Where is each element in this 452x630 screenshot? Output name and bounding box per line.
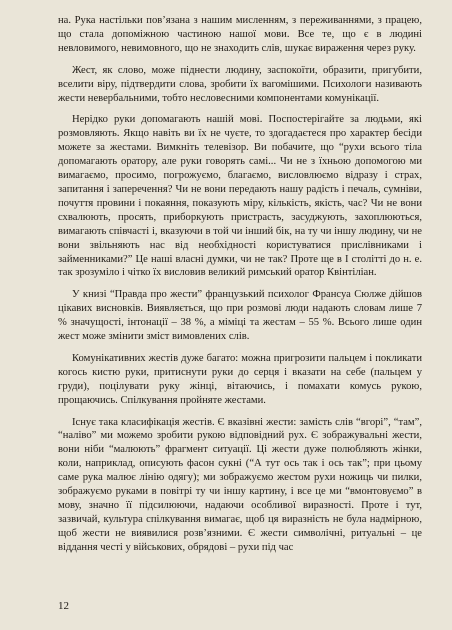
- paragraph-2: Жест, як слово, може піднести людину, заспокоїти, образити, пригубити, вселити віру, підтвердити слова, зробити їх вагомішими. Психологи називають жести невербальними, тобто несловесними компонентами комунікації.: [58, 64, 422, 104]
- page-number: 12: [58, 600, 69, 612]
- paragraph-5: Комунікативних жестів дуже багато: можна пригрозити пальцем і покликати когось кистю руки, притиснути руки до серця і вказати на себе (пальцем у груди), поцілувати руку жінці, вітаючись, і помахати комусь рукою, прощаючись. Спілкування пройняте жестами.: [58, 352, 422, 406]
- page-body: [58, 14, 422, 555]
- paragraph-3: Нерідко руки допомагають нашій мові. Поспостерігайте за людьми, які розмовляють. Якщо навіть ви їх не чуєте, то здогадаєтеся про характер бесіди можете за жестами. Вимкніть телевізор. Ви побачите, що “рухи всього тіла допомагають оратору, але руки говорять самі... Чи не з їхньою допомогою ми вимагаємо, просимо, погрожуємо, благаємо, висловлюємо відразу і страх, запитання і заперечення? Чи не вони передають нашу радість і печаль, сумніви, почуття провини і покаяння, показують міру, кількість, якість, час? Чи не вони схвалюють, просять, приборкують пристрасть, засуджують, захоплюються, вимагають співчасті і, вказуючи в той чи інший бік, на ту чи іншу людину, чи не вони звільняють нас від необхідності користуватися прислівниками і займенниками?” Це наші власні думки, чи не так? Проте ще в І столітті до н. е. так зрозуміло і чітко їх висловив великий римський оратор Квінтіліан.: [58, 114, 422, 279]
- paragraph-6: Існує така класифікація жестів. Є вказівні жести: замість слів “вгорі”, “там”, “наліво” ми можемо зробити рукою відповідний рух. Є зображувальні жести, вони ніби “малюють” фрагмент ситуації. Ці жести дуже полюбляють жінки, коли, наприклад, описують фасон сукні (“А тут ось так і ось так”; при цьому саме рука малює лінію одягу); ми зображуємо жестом рухи ножиць чи пилки, зображуємо руками в повітрі ту чи іншу картину, і все це ми “вмонтовуємо” в мову, значно її підсилюючи, надаючи особливої виразності. Проте і тут, зазвичай, культура спілкування вимагає, щоб ця виразність не була надмірною, щоб жести не виявилися розв’язними. Є жести символічні, ритуальні – це віддання честі у військових, обрядові – рухи під час: [58, 416, 422, 553]
- paragraph-4: У книзі “Правда про жести” французький психолог Франсуа Сюлже дійшов цікавих висновків. Виявляється, що при розмові люди надають словам лише 7 % значущості, інтонації – 38 %, а міміці та жестам – 55 %. Всього лише один жест може змінити зміст вимовлених слів.: [58, 289, 422, 343]
- paragraph-1: на. Рука настільки пов’язана з нашим мисленням, з переживаннями, з працею, що стала допоміжною частиною нашої мови. Все те, що є в людині невловимого, невимовного, що не знаходить слів, шукає вираження через руку.: [58, 15, 422, 54]
